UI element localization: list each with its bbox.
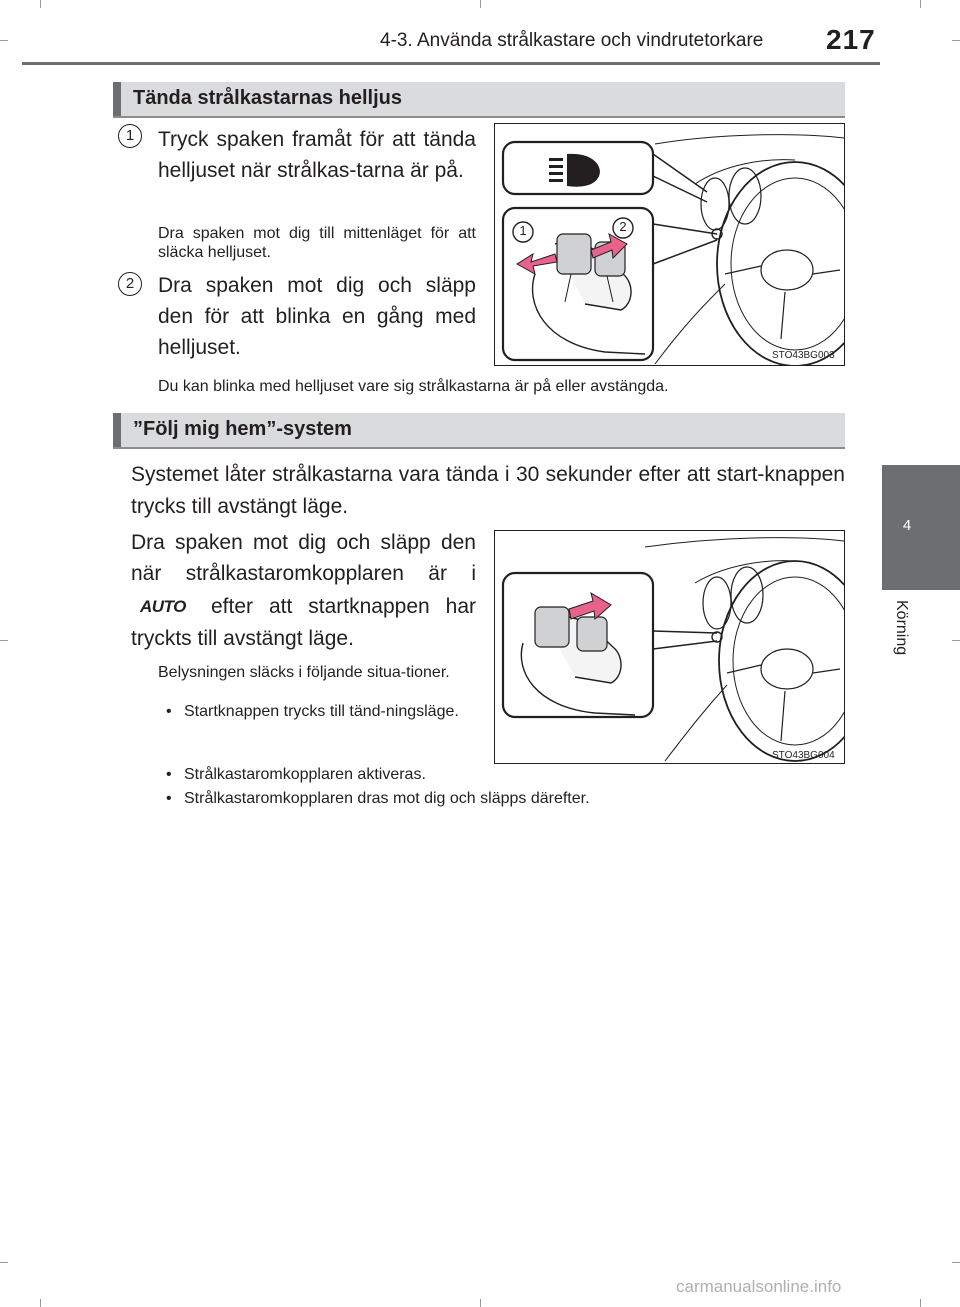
- figure-callout-1: 1: [519, 223, 527, 238]
- figure-code: STO43BG003: [772, 350, 835, 361]
- figure-follow-me-home-lever: [494, 530, 845, 764]
- step-number-2: 2: [118, 272, 142, 296]
- instruction-line-a: Dra spaken mot dig och släpp den när strålkastaromkopplaren är i: [131, 531, 476, 585]
- figure-callout-2: 2: [619, 219, 627, 234]
- bullet-item: • Strålkastaromkopplaren dras mot dig och släpps därefter.: [166, 789, 806, 808]
- chapter-label: Körning: [893, 600, 910, 656]
- auto-icon: AUTO: [140, 597, 186, 616]
- figure-high-beam-lever: [494, 123, 845, 366]
- section-title: ”Följ mig hem”-system: [133, 418, 352, 440]
- step-1-text: Tryck spaken framåt för att tända helljuset när strålkas-tarna är på.: [158, 128, 476, 182]
- step-2-text: Dra spaken mot dig och släpp den för att blinka en gång med helljuset.: [158, 274, 476, 359]
- chapter-number: 4: [902, 517, 912, 534]
- section-heading-follow-me-home: [113, 413, 845, 447]
- step-number-1: 1: [118, 124, 142, 148]
- section-rule: [113, 447, 845, 449]
- page-number: 217: [826, 24, 876, 55]
- section-heading-high-beam: [113, 82, 845, 116]
- figure-code: STO43BG004: [772, 750, 835, 761]
- header-rule: [22, 62, 880, 65]
- running-header: 4-3. Använda strålkastare och vindrutetorkare: [380, 30, 764, 51]
- flash-note: Du kan blinka med helljuset vare sig strålkastarna är på eller avstängda.: [158, 378, 669, 395]
- step-1-note: Dra spaken mot dig till mittenläget för att släcka helljuset.: [158, 225, 476, 261]
- watermark: carmanualsonline.info: [676, 1277, 842, 1296]
- bullet-text: Startknappen trycks till tänd-ningsläge.: [184, 703, 459, 720]
- follow-me-intro: Systemet låter strålkastarna vara tända i 30 sekunder efter att start-knappen trycks till avstängt läge.: [131, 463, 845, 518]
- lever-illustration: [495, 124, 844, 365]
- bullet-text: Strålkastaromkopplaren aktiveras.: [184, 766, 426, 783]
- bullet-item: • Strålkastaromkopplaren aktiveras.: [166, 765, 806, 784]
- lights-off-note: Belysningen släcks i följande situa-tioner.: [158, 664, 450, 681]
- follow-me-instruction-2: efter att startknappen har tryckts till avstängt läge.: [131, 595, 476, 650]
- bullet-text: Strålkastaromkopplaren dras mot dig och släpps därefter.: [184, 790, 590, 807]
- section-title: Tända strålkastarnas helljus: [133, 87, 403, 109]
- follow-me-instruction-1: [131, 527, 476, 589]
- lever-pull-illustration: [495, 531, 844, 763]
- section-rule: [113, 116, 845, 118]
- bullet-item: • Startknappen trycks till tänd-ningsläge.: [166, 702, 476, 721]
